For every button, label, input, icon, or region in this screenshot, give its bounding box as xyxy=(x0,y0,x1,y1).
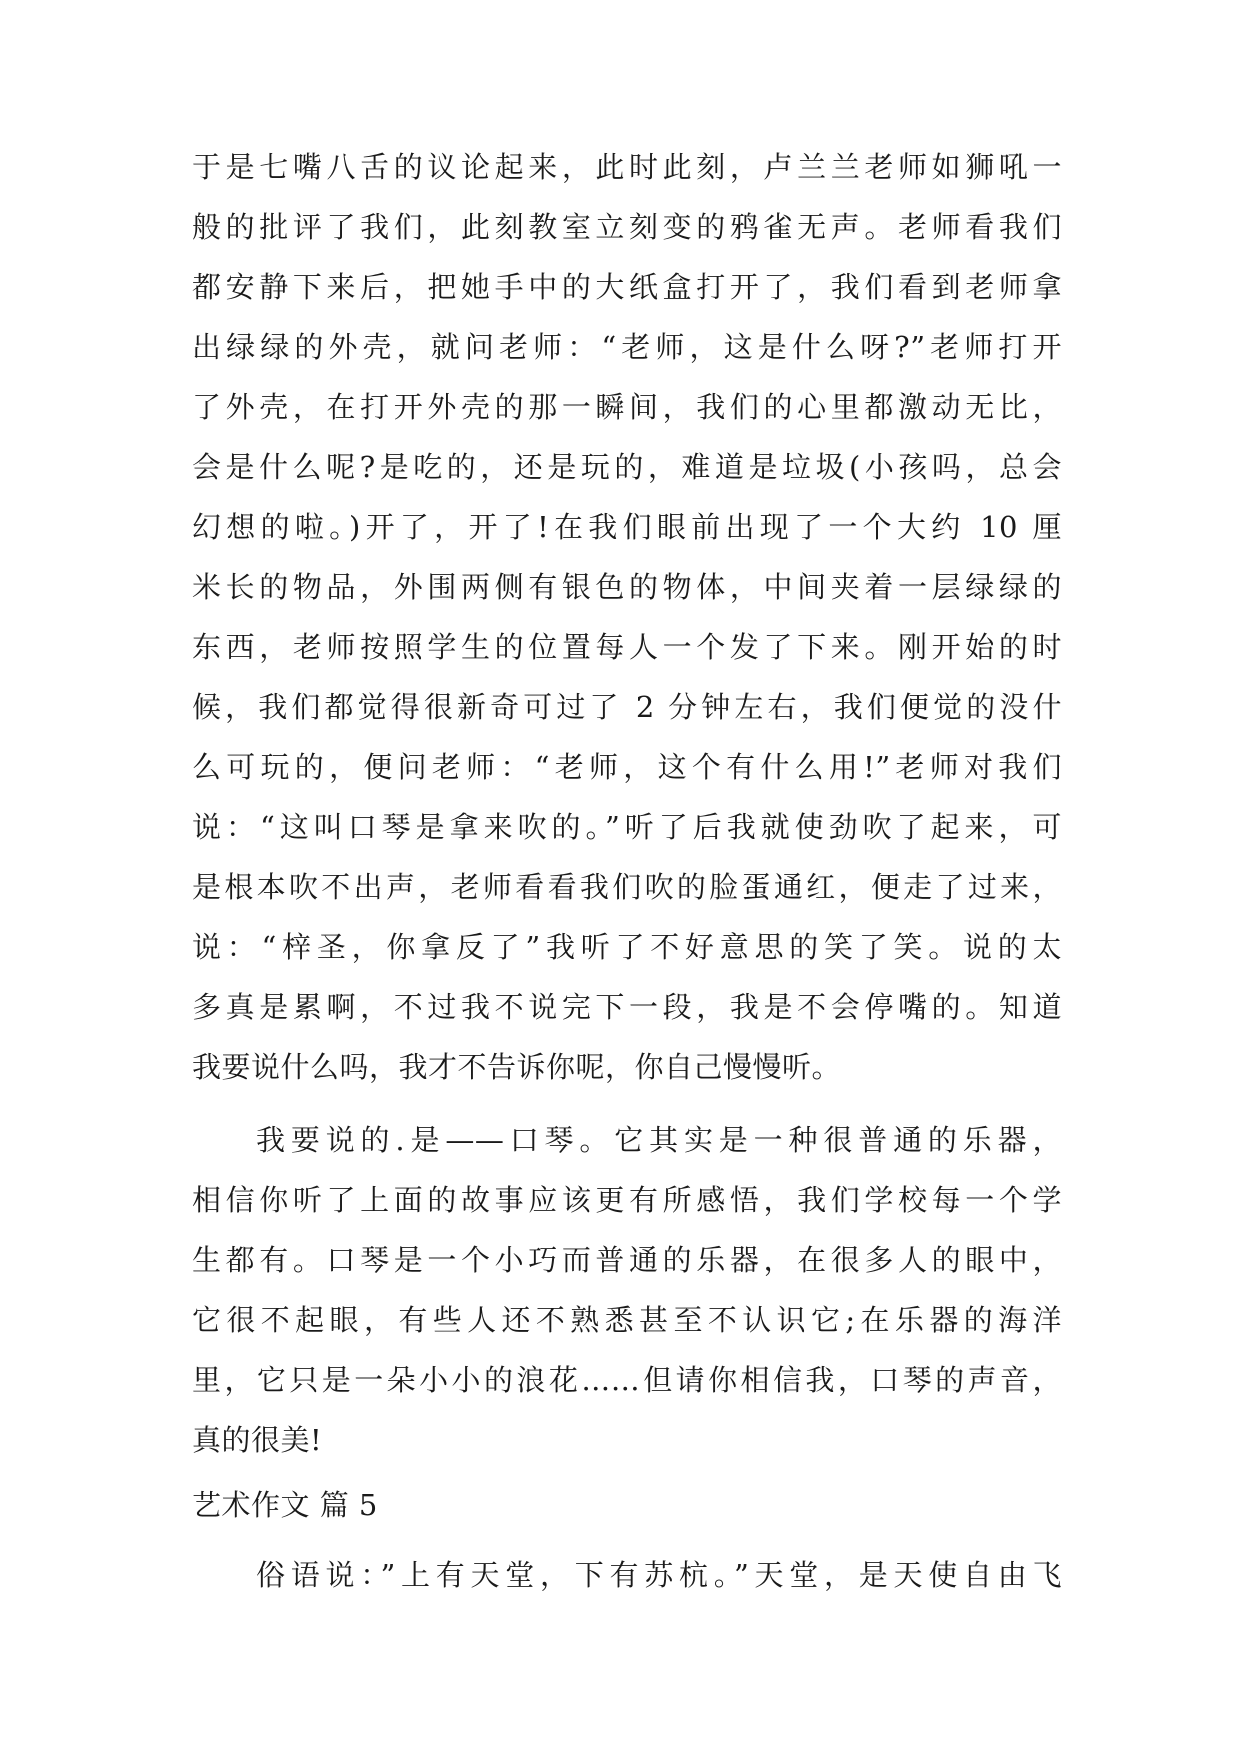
text-line: 出绿绿的外壳，就问老师：“老师，这是什么呀?”老师打开 xyxy=(192,330,1062,364)
text-line: 说：“这叫口琴是拿来吹的。”听了后我就使劲吹了起来，可 xyxy=(192,810,1062,844)
text-line: 般的批评了我们，此刻教室立刻变的鸦雀无声。老师看我们 xyxy=(192,210,1062,244)
text-line: 它很不起眼，有些人还不熟悉甚至不认识它;在乐器的海洋 xyxy=(192,1303,1062,1337)
text-line: 么可玩的，便问老师：“老师，这个有什么用!”老师对我们 xyxy=(192,750,1062,784)
text-line: 于是七嘴八舌的议论起来，此时此刻，卢兰兰老师如狮吼一 xyxy=(192,150,1062,184)
text-line: 说：“梓圣，你拿反了”我听了不好意思的笑了笑。说的太 xyxy=(192,930,1062,964)
text-line: 多真是累啊，不过我不说完下一段，我是不会停嘴的。知道 xyxy=(192,990,1062,1024)
text-line: 真的很美! xyxy=(192,1423,323,1457)
text-line: 会是什么呢?是吃的，还是玩的，难道是垃圾(小孩吗，总会 xyxy=(192,450,1062,484)
text-line: 相信你听了上面的故事应该更有所感悟，我们学校每一个学 xyxy=(192,1183,1062,1217)
text-line: 米长的物品，外围两侧有银色的物体，中间夹着一层绿绿的 xyxy=(192,570,1062,604)
text-line: 我要说什么吗，我才不告诉你呢，你自己慢慢听。 xyxy=(192,1050,842,1084)
text-line: 里，它只是一朵小小的浪花……但请你相信我，口琴的声音， xyxy=(192,1363,1062,1397)
text-line: 是根本吹不出声，老师看看我们吹的脸蛋通红，便走了过来， xyxy=(192,870,1062,904)
text-line: 俗语说：”上有天堂，下有苏杭。”天堂，是天使自由飞 xyxy=(256,1558,1062,1592)
text-line: 候，我们都觉得很新奇可过了 2 分钟左右，我们便觉的没什 xyxy=(192,690,1062,724)
section-heading: 艺术作文 篇 5 xyxy=(192,1488,378,1522)
text-line: 了外壳，在打开外壳的那一瞬间，我们的心里都激动无比， xyxy=(192,390,1062,424)
text-line: 我要说的.是——口琴。它其实是一种很普通的乐器， xyxy=(256,1123,1062,1157)
text-line: 都安静下来后，把她手中的大纸盒打开了，我们看到老师拿 xyxy=(192,270,1062,304)
text-line: 幻想的啦。)开了，开了!在我们眼前出现了一个大约 10 厘 xyxy=(192,510,1062,544)
text-line: 东西，老师按照学生的位置每人一个发了下来。刚开始的时 xyxy=(192,630,1062,664)
text-line: 生都有。口琴是一个小巧而普通的乐器，在很多人的眼中， xyxy=(192,1243,1062,1277)
